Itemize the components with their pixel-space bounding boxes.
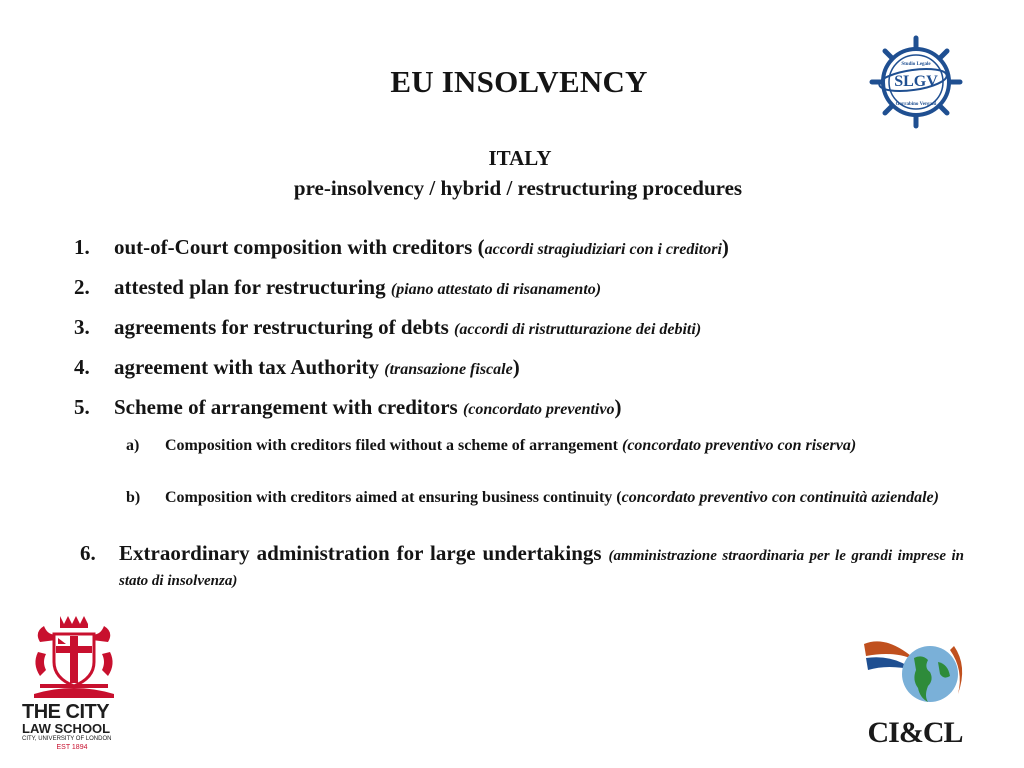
sub-item-italian-term: (concordato preventivo con riserva) [621,437,857,454]
item-italian-term: (piano attestato di risanamento) [390,281,602,298]
item-number: 4. [74,355,90,379]
list-item: 5. Scheme of arrangement with creditors (concordato preventivo) [74,395,622,419]
cicl-globe-icon [858,636,970,714]
list-item: 4. agreement with tax Authority (transazione fiscale) [74,355,520,379]
item-number: 2. [74,275,90,299]
item-text: agreement with tax Authority [114,355,379,379]
item-text: attested plan for restructuring [114,275,386,299]
item-number: 1. [74,235,90,259]
item-italian-term: (transazione fiscale [384,361,513,378]
city-law-school-wordmark: THE CITY LAW SCHOOL CITY, UNIVERSITY OF LONDON EST 1894 [22,701,112,751]
sub-item-italian-term: concordato preventivo con continuità aziendale) [621,489,939,506]
sub-list-item [126,489,964,507]
item-text: out-of-Court composition with creditors [114,235,473,259]
sub-list-item [126,437,964,455]
cicl-wordmark: CI&CL [867,716,963,749]
slide-title: EU INSOLVENCY [390,64,648,99]
item-text: Scheme of arrangement with creditors [114,395,458,419]
item-text: Extraordinary administration for large undertakings [119,541,609,565]
sub-item-text: Composition with creditors filed without a scheme of arrangement [165,437,622,454]
svg-text:Garrabino Vergani: Garrabino Vergani [895,102,937,107]
list-item: 1. out-of-Court composition with creditors (accordi stragiudiziari con i creditori) [74,235,729,259]
item-text: agreements for restructuring of debts [114,315,449,339]
item-italian-term: (accordi di ristrutturazione dei debiti) [454,321,702,338]
country-heading: ITALY [488,146,552,170]
svg-text:Studio Legale: Studio Legale [901,62,931,67]
sub-item-label: a) [126,437,140,454]
city-law-school-crest [30,612,118,698]
list-item [74,315,701,340]
list-item [80,542,964,592]
sub-item-label: b) [126,489,141,506]
item-italian-term: accordi stragiudiziari con i creditori [484,241,722,258]
item-number: 3. [74,315,90,339]
item-number: 6. [80,541,96,565]
svg-text:SLGV: SLGV [894,73,938,90]
slide-subtitle: pre-insolvency / hybrid / restructuring procedures [293,176,743,200]
item-italian-term: (concordato preventivo [462,401,615,418]
sub-item-text: Composition with creditors aimed at ensuring business continuity ( [165,489,622,506]
item-number: 5. [74,395,90,419]
item-italian-term: (amministrazione straordinaria per le grandi imprese in stato di insolvenza) [119,548,964,589]
list-item [74,275,601,300]
slgv-logo [868,34,968,130]
